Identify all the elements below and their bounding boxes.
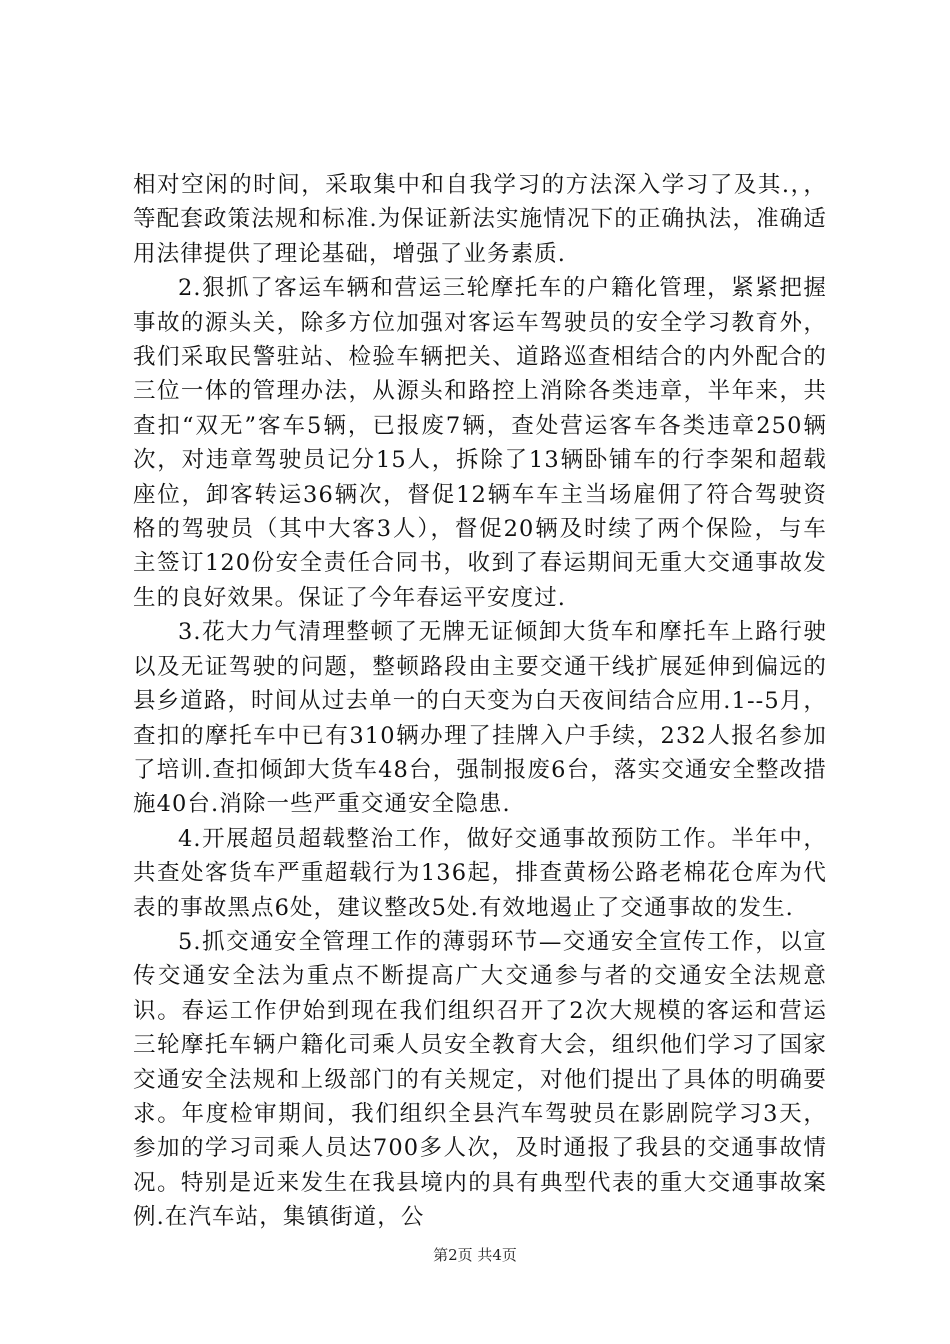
paragraph-item-2: 2.狠抓了客运车辆和营运三轮摩托车的户籍化管理，紧紧把握事故的源头关，除多方位加强对客运车驾驶员的安全学习教育外，我们采取民警驻站、检验车辆把关、道路巡查相结合的内外配合的三位一体的管理办法，从源头和路控上消除各类违章，半年来，共查扣“双无”客车5辆，已报废7辆，查处营运客车各类违章250辆次，对违章驾驶员记分15人，拆除了13辆卧铺车的行李架和超载座位，卸客转运36辆次，督促12辆车车主当场雇佣了符合驾驶资格的驾驶员（其中大客3人），督促20辆及时续了两个保险，与车主签订120份安全责任合同书，收到了春运期间无重大交通事故发生的良好效果。保证了今年春运平安度过. [133, 275, 827, 611]
paragraph-item-3: 3.花大力气清理整顿了无牌无证倾卸大货车和摩托车上路行驶以及无证驾驶的问题，整顿路段由主要交通干线扩展延伸到偏远的县乡道路，时间从过去单一的白天变为白天夜间结合应用.1--5月，查扣的摩托车中已有310辆办理了挂牌入户手续，232人报名参加了培训.查扣倾卸大货车48台，强制报废6台，落实交通安全整改措施40台.消除一些严重交通安全隐患. [133, 619, 827, 818]
document-body [133, 168, 827, 1235]
paragraph-item-5: 5.抓交通安全管理工作的薄弱环节—交通安全宣传工作，以宣传交通安全法为重点不断提高广大交通参与者的交通安全法规意识。春运工作伊始到现在我们组织召开了2次大规模的客运和营运三轮摩托车辆户籍化司乘人员安全教育大会，组织他们学习了国家交通安全法规和上级部门的有关规定，对他们提出了具体的明确要求。年度检审期间，我们组织全县汽车驾驶员在影剧院学习3天，参加的学习司乘人员达700多人次，及时通报了我县的交通事故情况。特别是近来发生在我县境内的具有典型代表的重大交通事故案例.在汽车站，集镇街道，公 [133, 928, 827, 1231]
paragraph-item-4: 4.开展超员超载整治工作，做好交通事故预防工作。半年中，共查处客货车严重超载行为136起，排查黄杨公路老棉花仓库为代表的事故黑点6处，建议整改5处.有效地遏止了交通事故的发生. [133, 825, 827, 921]
page-number-footer: 第2页 共4页 [433, 1246, 517, 1264]
paragraph-continuation: 相对空闲的时间，采取集中和自我学习的方法深入学习了及其.，，等配套政策法规和标准.为保证新法实施情况下的正确执法，准确适用法律提供了理论基础，增强了业务素质. [133, 172, 827, 267]
